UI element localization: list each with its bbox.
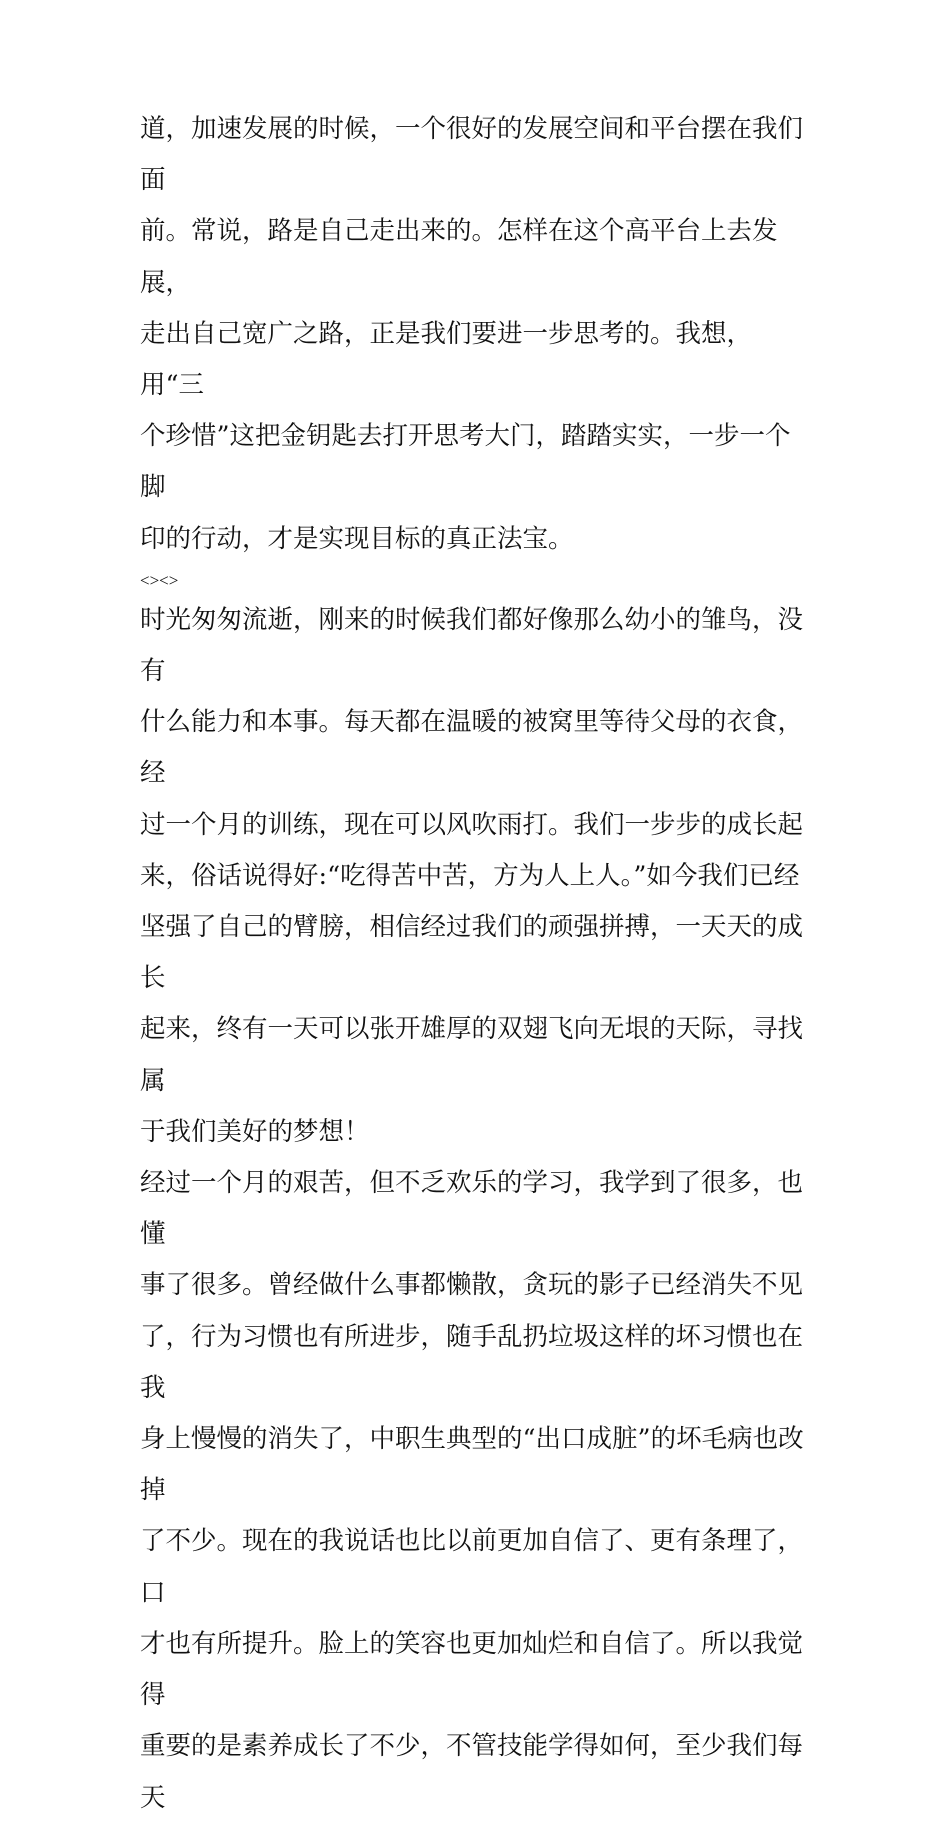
paragraph-3: 经过一个月的艰苦，但不乏欢乐的学习，我学到了很多，也懂 事了很多。曾经做什么事都懒散，贪玩的影子已经消失不见 了，行为习惯也有所进步，随手乱扔垃圾这样的坏习惯也在我 身上慢慢的消失了，中职生典型的“出口成脏”的坏毛病也改掉 了不少。现在的我说话也比以前更加自信了、更有条理了，口 才也有所提升。脸上的笑容也更加灿烂和自信了。所以我觉得 重要的是素养成长了不少，不管技能学得如何，至少我们每天: [140, 1168, 804, 1813]
section-separator: <><>: [140, 570, 179, 590]
paragraph-2: 时光匆匆流逝，刚来的时候我们都好像那么幼小的雏鸟，没有 什么能力和本事。每天都在温暖的被窝里等待父母的衣食，经 过一个月的训练，现在可以风吹雨打。我们一步步的成长起 来，俗话说得好:“吃得苦中苦，方为人上人。”如今我们已经 坚强了自己的臂膀，相信经过我们的顽强拼搏，一天天的成长 起来，终有一天可以张开雄厚的双翅飞向无垠的天际，寻找属 于我们美好的梦想！: [140, 604, 804, 1147]
document-body: [140, 104, 812, 1824]
paragraph-1: 道，加速发展的时候，一个很好的发展空间和平台摆在我们面 前。常说，路是自己走出来的。怎样在这个高平台上去发展， 走出自己宽广之路，正是我们要进一步思考的。我想，用“三 个珍惜”这把金钥匙去打开思考大门，踏踏实实，一步一个脚 印的行动，才是实现目标的真正法宝。: [140, 114, 804, 554]
